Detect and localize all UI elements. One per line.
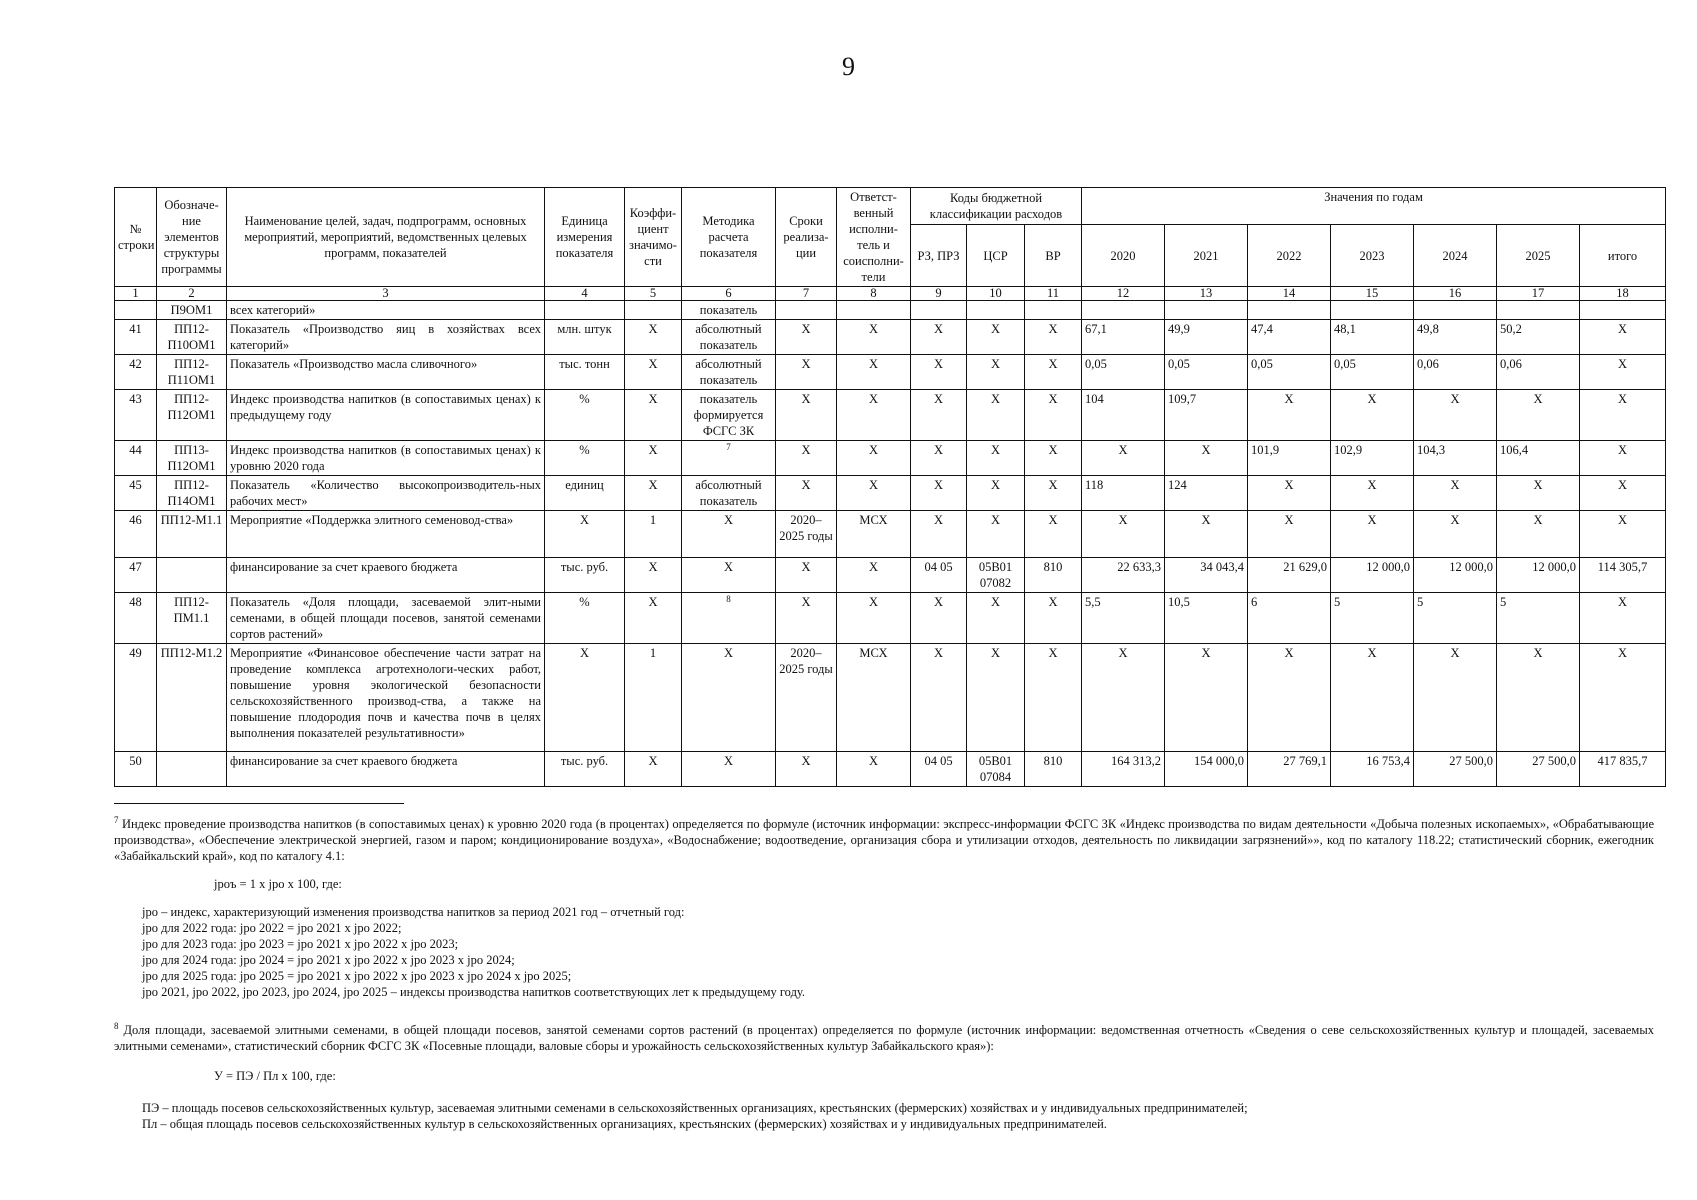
cell-unit: Х (545, 511, 625, 558)
cell-rz-code: Х (911, 511, 967, 558)
cell-csr-code: Х (967, 320, 1025, 355)
cell-rz-code: Х (911, 355, 967, 390)
footnote-7-line: jро для 2025 года: jро 2025 = jро 2021 х jро 2022 х jро 2023 х jро 2024 х jро 2025; (142, 969, 572, 983)
cell-responsible: Х (837, 441, 911, 476)
cell-rz-code: 04 05 (911, 558, 967, 593)
column-number: 14 (1248, 287, 1331, 301)
cell-value-2022: 0,05 (1248, 355, 1331, 390)
cell-rz-code: Х (911, 476, 967, 511)
cell-value-2024: 104,3 (1414, 441, 1497, 476)
column-number-row (115, 287, 1666, 301)
footnote-8-text: Доля площади, засеваемой элитными семенами, в общей площади посевов, занятой семенами сортов растений (в процентах) определяется по формуле (источник информации: ведомственная отчетность «Сведения о севе сельскохозяйственных культур и площадей, засеваемых элитными семенами», статистический сборник ФСГС ЗК «Посевные площади, валовые сборы и урожайность сельскохозяйственных культур Забайкальского края»): (114, 1023, 1654, 1053)
cell-responsible: Х (837, 752, 911, 787)
cell-responsible: МСХ (837, 511, 911, 558)
cell-value-2021 (1165, 301, 1248, 320)
cell-coefficient: Х (625, 390, 682, 441)
cell-csr-code: Х (967, 390, 1025, 441)
cell-value-total: 417 835,7 (1580, 752, 1666, 787)
cell-designation (157, 752, 227, 787)
cell-value-2024: 0,06 (1414, 355, 1497, 390)
header-rz: РЗ, ПРЗ (911, 225, 967, 287)
cell-row-name: финансирование за счет краевого бюджета (227, 558, 545, 593)
footnote-8-definition: ПЭ – площадь посевов сельскохозяйственных культур, засеваемая элитными семенами в сельскохозяйственных организациях, крестьянских (фермерских) хозяйствах и у индивидуальных предпринимателей; (142, 1101, 1248, 1115)
cell-coefficient: Х (625, 441, 682, 476)
cell-value-total: Х (1580, 511, 1666, 558)
cell-value-2024: 49,8 (1414, 320, 1497, 355)
cell-unit (545, 301, 625, 320)
cell-value-2022: 27 769,1 (1248, 752, 1331, 787)
cell-row-number: 48 (115, 593, 157, 644)
column-number: 9 (911, 287, 967, 301)
cell-method: Х (682, 752, 776, 787)
header-2022: 2022 (1248, 225, 1331, 287)
cell-value-2025 (1497, 301, 1580, 320)
cell-vr-code: Х (1025, 511, 1082, 558)
cell-coefficient: Х (625, 320, 682, 355)
cell-value-2024: 27 500,0 (1414, 752, 1497, 787)
cell-row-number: 44 (115, 441, 157, 476)
cell-value-2022: 6 (1248, 593, 1331, 644)
cell-coefficient (625, 301, 682, 320)
cell-method: показатель (682, 301, 776, 320)
cell-value-2020: 0,05 (1082, 355, 1165, 390)
column-number: 4 (545, 287, 625, 301)
column-number: 13 (1165, 287, 1248, 301)
header-2023: 2023 (1331, 225, 1414, 287)
cell-value-2020 (1082, 301, 1165, 320)
column-number: 2 (157, 287, 227, 301)
cell-vr-code: Х (1025, 355, 1082, 390)
cell-value-2024: Х (1414, 644, 1497, 752)
header-unit: Единица измерения показателя (545, 188, 625, 287)
cell-value-2021: 124 (1165, 476, 1248, 511)
cell-unit: % (545, 390, 625, 441)
cell-terms: Х (776, 355, 837, 390)
footnote-7 (114, 816, 1654, 864)
cell-csr-code: 05В01 07082 (967, 558, 1025, 593)
cell-unit: тыс. руб. (545, 752, 625, 787)
cell-responsible: Х (837, 390, 911, 441)
cell-row-number: 46 (115, 511, 157, 558)
table-row (115, 355, 1666, 390)
table-row (115, 593, 1666, 644)
cell-responsible (837, 301, 911, 320)
cell-terms: Х (776, 320, 837, 355)
cell-value-2022: 21 629,0 (1248, 558, 1331, 593)
column-number: 1 (115, 287, 157, 301)
cell-rz-code: Х (911, 593, 967, 644)
cell-designation: ПП12-П10ОМ1 (157, 320, 227, 355)
cell-row-number: 45 (115, 476, 157, 511)
column-number: 12 (1082, 287, 1165, 301)
cell-csr-code: Х (967, 644, 1025, 752)
footnote-7-text: Индекс проведение производства напитков (в сопоставимых ценах) к уровню 2020 года (в процентах) определяется по формуле (источник информации: экспресс-информации ФСГС ЗК «Индекс производства по видам деятельности «Добыча полезных ископаемых», «Обрабатывающие производства», «Обеспечение электрической энергией, газом и паром; кондиционирование воздуха», «Водоснабжение; водоотведение, организация сбора и утилизации отходов, деятельность по ликвидации загрязнений»», код по каталогу 118.22; статистический сборник, ежегодник «Забайкальский край», код по каталогу 4.1: (114, 817, 1655, 863)
table-row (115, 476, 1666, 511)
cell-row-name: Показатель «Количество высокопроизводитель-ных рабочих мест» (227, 476, 545, 511)
cell-designation: ПП12-М1.1 (157, 511, 227, 558)
cell-method: показатель формируется ФСГС ЗК (682, 390, 776, 441)
cell-value-2024: Х (1414, 511, 1497, 558)
cell-row-name: Индекс производства напитков (в сопоставимых ценах) к предыдущему году (227, 390, 545, 441)
cell-value-2024: 12 000,0 (1414, 558, 1497, 593)
cell-terms: Х (776, 752, 837, 787)
header-method: Методика расчета показателя (682, 188, 776, 287)
cell-value-2020: Х (1082, 511, 1165, 558)
cell-coefficient: Х (625, 558, 682, 593)
cell-value-2025: 50,2 (1497, 320, 1580, 355)
footnote-7-line: jро для 2022 года: jро 2022 = jро 2021 х jро 2022; (142, 921, 402, 935)
cell-row-number: 41 (115, 320, 157, 355)
cell-vr-code: 810 (1025, 558, 1082, 593)
cell-rz-code: Х (911, 644, 967, 752)
table-row (115, 558, 1666, 593)
cell-unit: единиц (545, 476, 625, 511)
cell-method: Х (682, 511, 776, 558)
footnote-8-definition: Пл – общая площадь посевов сельскохозяйственных культур в сельскохозяйственных организациях, крестьянских (фермерских) хозяйствах и у индивидуальных предпринимателей. (142, 1117, 1107, 1131)
header-coef: Коэффи-циент значимо-сти (625, 188, 682, 287)
indicators-table (114, 187, 1666, 787)
footnote-8-formula: У = ПЭ / Пл х 100, где: (214, 1069, 336, 1083)
cell-value-2020: 118 (1082, 476, 1165, 511)
cell-responsible: МСХ (837, 644, 911, 752)
cell-unit: тыс. тонн (545, 355, 625, 390)
header-2025: 2025 (1497, 225, 1580, 287)
column-number: 6 (682, 287, 776, 301)
cell-value-2021: Х (1165, 644, 1248, 752)
cell-value-total: Х (1580, 476, 1666, 511)
cell-unit: % (545, 593, 625, 644)
cell-row-number: 49 (115, 644, 157, 752)
cell-value-2022: Х (1248, 511, 1331, 558)
cell-csr-code: Х (967, 593, 1025, 644)
cell-value-2022: 47,4 (1248, 320, 1331, 355)
cell-designation (157, 558, 227, 593)
cell-value-2021: 154 000,0 (1165, 752, 1248, 787)
cell-designation: ПП12-М1.2 (157, 644, 227, 752)
cell-vr-code: 810 (1025, 752, 1082, 787)
cell-coefficient: 1 (625, 511, 682, 558)
cell-value-2021: 34 043,4 (1165, 558, 1248, 593)
header-vr: ВР (1025, 225, 1082, 287)
cell-designation: П9ОМ1 (157, 301, 227, 320)
cell-csr-code: Х (967, 476, 1025, 511)
cell-coefficient: Х (625, 476, 682, 511)
cell-row-name: Мероприятие «Финансовое обеспечение части затрат на проведение комплекса агротехнологи-ческих работ, повышение уровня экологической безопасности сельскохозяйственного производ-ства, а также на повышение плодородия почв и качества почв в целях выполнения показателей результативности» (227, 644, 545, 752)
column-number: 15 (1331, 287, 1414, 301)
cell-value-2023: 16 753,4 (1331, 752, 1414, 787)
column-number: 17 (1497, 287, 1580, 301)
cell-row-name: финансирование за счет краевого бюджета (227, 752, 545, 787)
footnote-7-line: jро для 2024 года: jро 2024 = jро 2021 х jро 2022 х jро 2023 х jро 2024; (142, 953, 515, 967)
cell-value-2022: Х (1248, 476, 1331, 511)
cell-terms: Х (776, 558, 837, 593)
cell-responsible: Х (837, 593, 911, 644)
cell-value-total: Х (1580, 390, 1666, 441)
header-name: Наименование целей, задач, подпрограмм, основных мероприятий, мероприятий, ведомственных целевых программ, показателей (227, 188, 545, 287)
cell-row-name: Мероприятие «Поддержка элитного семеновод-ства» (227, 511, 545, 558)
cell-rz-code: 04 05 (911, 752, 967, 787)
cell-value-total (1580, 301, 1666, 320)
cell-value-2022 (1248, 301, 1331, 320)
cell-coefficient: Х (625, 593, 682, 644)
footnote-7-line: jро для 2023 года: jро 2023 = jро 2021 х jро 2022 х jро 2023; (142, 937, 459, 951)
table-row (115, 752, 1666, 787)
column-number: 7 (776, 287, 837, 301)
cell-unit: млн. штук (545, 320, 625, 355)
cell-value-2023: Х (1331, 644, 1414, 752)
column-number: 8 (837, 287, 911, 301)
cell-value-2020: Х (1082, 644, 1165, 752)
header-row-no: № строки (115, 188, 157, 287)
cell-value-2023: 5 (1331, 593, 1414, 644)
cell-value-2021: 0,05 (1165, 355, 1248, 390)
cell-value-2021: 10,5 (1165, 593, 1248, 644)
cell-value-2025: 0,06 (1497, 355, 1580, 390)
cell-value-2021: 109,7 (1165, 390, 1248, 441)
cell-value-total: Х (1580, 355, 1666, 390)
cell-row-number: 47 (115, 558, 157, 593)
cell-value-2024: Х (1414, 476, 1497, 511)
cell-value-total: Х (1580, 441, 1666, 476)
cell-terms: Х (776, 441, 837, 476)
cell-value-total: Х (1580, 593, 1666, 644)
cell-value-2025: Х (1497, 390, 1580, 441)
cell-method: абсолютный показатель (682, 476, 776, 511)
cell-value-2020: Х (1082, 441, 1165, 476)
cell-row-name: всех категорий» (227, 301, 545, 320)
cell-csr-code: 05В01 07084 (967, 752, 1025, 787)
cell-responsible: Х (837, 476, 911, 511)
cell-value-2024: 5 (1414, 593, 1497, 644)
cell-rz-code: Х (911, 390, 967, 441)
cell-unit: тыс. руб. (545, 558, 625, 593)
table-row (115, 390, 1666, 441)
footnote-8 (114, 1022, 1654, 1054)
header-values-by-year: Значения по годам (1082, 188, 1666, 225)
table-row (115, 320, 1666, 355)
cell-row-number: 42 (115, 355, 157, 390)
cell-method: Х (682, 558, 776, 593)
cell-responsible: Х (837, 558, 911, 593)
cell-value-2024: Х (1414, 390, 1497, 441)
cell-value-2023: 12 000,0 (1331, 558, 1414, 593)
cell-value-2023: Х (1331, 390, 1414, 441)
header-2021: 2021 (1165, 225, 1248, 287)
cell-value-2021: Х (1165, 511, 1248, 558)
table-row (115, 644, 1666, 752)
cell-value-2022: 101,9 (1248, 441, 1331, 476)
cell-value-2025: Х (1497, 476, 1580, 511)
cell-value-2020: 22 633,3 (1082, 558, 1165, 593)
cell-vr-code: Х (1025, 320, 1082, 355)
footnotes (114, 816, 1654, 1132)
cell-terms: 2020– 2025 годы (776, 511, 837, 558)
cell-designation: ПП12-ПМ1.1 (157, 593, 227, 644)
cell-coefficient: 1 (625, 644, 682, 752)
header-csr: ЦСР (967, 225, 1025, 287)
cell-value-2024 (1414, 301, 1497, 320)
cell-row-name: Индекс производства напитков (в сопоставимых ценах) к уровню 2020 года (227, 441, 545, 476)
cell-value-2021: 49,9 (1165, 320, 1248, 355)
cell-terms: Х (776, 593, 837, 644)
header-responsible: Ответст-венный исполни-тель и соисполни-тели (837, 188, 911, 287)
cell-value-2020: 104 (1082, 390, 1165, 441)
cell-value-2023: Х (1331, 511, 1414, 558)
column-number: 5 (625, 287, 682, 301)
cell-value-2023: 48,1 (1331, 320, 1414, 355)
cell-method: абсолютный показатель (682, 355, 776, 390)
column-number: 10 (967, 287, 1025, 301)
cell-value-2022: Х (1248, 644, 1331, 752)
footnote-7-mark: 7 (114, 814, 119, 825)
cell-value-2025: 12 000,0 (1497, 558, 1580, 593)
cell-value-2025: 5 (1497, 593, 1580, 644)
cell-vr-code: Х (1025, 441, 1082, 476)
cell-vr-code: Х (1025, 390, 1082, 441)
header-terms: Сроки реализа-ции (776, 188, 837, 287)
cell-responsible: Х (837, 320, 911, 355)
footnote-7-line: jро 2021, jро 2022, jро 2023, jро 2024, jро 2025 – индексы производства напитков соответствующих лет к предыдущему году. (142, 985, 806, 999)
table-row (115, 301, 1666, 320)
cell-unit: Х (545, 644, 625, 752)
cell-designation: ПП13-П12ОМ1 (157, 441, 227, 476)
cell-csr-code: Х (967, 511, 1025, 558)
cell-value-total: Х (1580, 320, 1666, 355)
cell-csr-code: Х (967, 355, 1025, 390)
header-budget-codes: Коды бюджетной классификации расходов (911, 188, 1082, 225)
column-number: 3 (227, 287, 545, 301)
cell-unit: % (545, 441, 625, 476)
cell-csr-code: Х (967, 441, 1025, 476)
cell-method: Х (682, 644, 776, 752)
cell-row-number: 43 (115, 390, 157, 441)
cell-value-2025: 27 500,0 (1497, 752, 1580, 787)
cell-terms (776, 301, 837, 320)
cell-terms: Х (776, 390, 837, 441)
column-number: 16 (1414, 287, 1497, 301)
table-row (115, 441, 1666, 476)
cell-method: 7 (682, 441, 776, 476)
cell-value-2022: Х (1248, 390, 1331, 441)
cell-value-total: 114 305,7 (1580, 558, 1666, 593)
cell-row-name: Показатель «Производство яиц в хозяйствах всех категорий» (227, 320, 545, 355)
column-number: 18 (1580, 287, 1666, 301)
header-2020: 2020 (1082, 225, 1165, 287)
cell-terms: Х (776, 476, 837, 511)
table-body (115, 301, 1666, 787)
cell-row-name: Показатель «Доля площади, засеваемой элит-ными семенами, в общей площади посевов, занятой семенами сортов растений» (227, 593, 545, 644)
footnote-8-mark: 8 (114, 1020, 119, 1031)
page-number: 9 (842, 52, 855, 81)
header-designation: Обозначе-ние элементов структуры программы (157, 188, 227, 287)
cell-value-2023: Х (1331, 476, 1414, 511)
cell-value-2021: Х (1165, 441, 1248, 476)
cell-value-2020: 67,1 (1082, 320, 1165, 355)
cell-value-2025: Х (1497, 511, 1580, 558)
table-row (115, 511, 1666, 558)
footnote-separator (114, 803, 404, 804)
cell-vr-code: Х (1025, 476, 1082, 511)
cell-vr-code (1025, 301, 1082, 320)
cell-responsible: Х (837, 355, 911, 390)
footnote-7-formula: jроъ = 1 х jро х 100, где: (214, 877, 342, 891)
cell-coefficient: Х (625, 752, 682, 787)
cell-method: 8 (682, 593, 776, 644)
cell-designation: ПП12-П12ОМ1 (157, 390, 227, 441)
cell-value-2020: 5,5 (1082, 593, 1165, 644)
cell-value-2023: 0,05 (1331, 355, 1414, 390)
cell-coefficient: Х (625, 355, 682, 390)
cell-value-2023: 102,9 (1331, 441, 1414, 476)
cell-row-number: 50 (115, 752, 157, 787)
cell-row-number (115, 301, 157, 320)
cell-designation: ПП12-П14ОМ1 (157, 476, 227, 511)
cell-rz-code: Х (911, 441, 967, 476)
column-number: 11 (1025, 287, 1082, 301)
cell-value-2023 (1331, 301, 1414, 320)
cell-method: абсолютный показатель (682, 320, 776, 355)
cell-value-2025: Х (1497, 644, 1580, 752)
cell-rz-code: Х (911, 320, 967, 355)
cell-value-total: Х (1580, 644, 1666, 752)
cell-terms: 2020– 2025 годы (776, 644, 837, 752)
cell-vr-code: Х (1025, 593, 1082, 644)
cell-designation: ПП12-П11ОМ1 (157, 355, 227, 390)
cell-row-name: Показатель «Производство масла сливочного» (227, 355, 545, 390)
cell-value-2020: 164 313,2 (1082, 752, 1165, 787)
cell-value-2025: 106,4 (1497, 441, 1580, 476)
header-2024: 2024 (1414, 225, 1497, 287)
cell-csr-code (967, 301, 1025, 320)
footnote-7-definition: jро – индекс, характеризующий изменения производства напитков за период 2021 год – отчетный год: (142, 905, 685, 919)
header-total: итого (1580, 225, 1666, 287)
cell-vr-code: Х (1025, 644, 1082, 752)
cell-rz-code (911, 301, 967, 320)
